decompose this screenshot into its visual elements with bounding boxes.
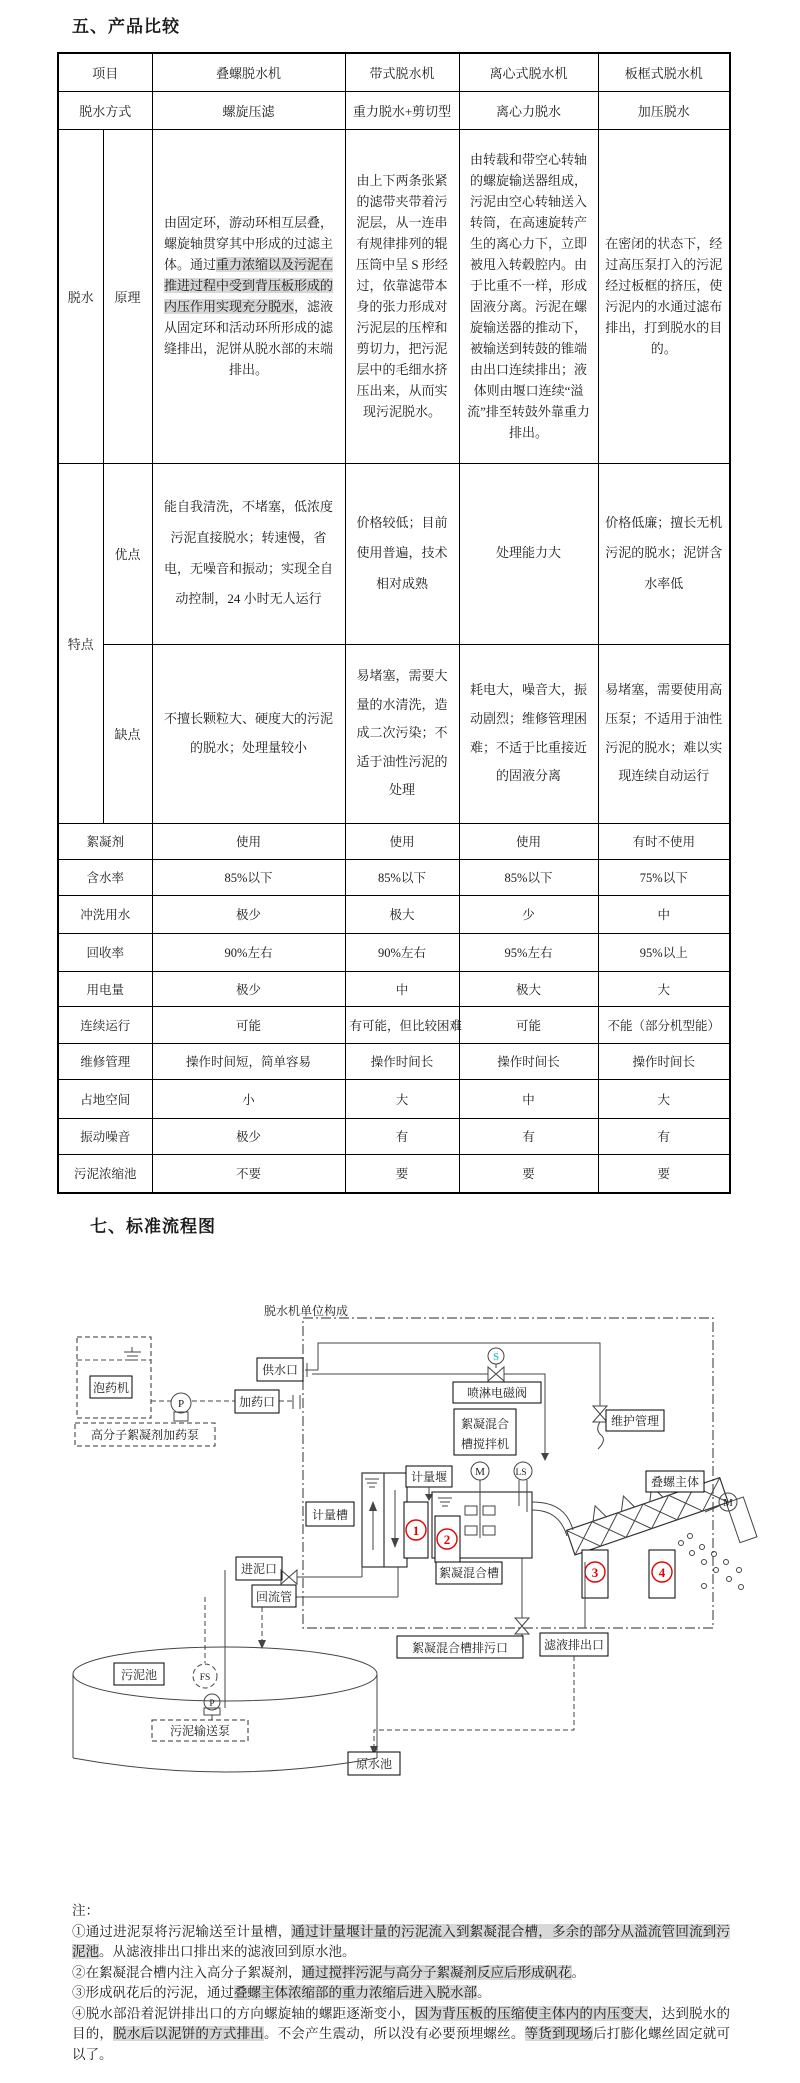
table-cell: 95%以上 bbox=[598, 933, 730, 971]
table-row bbox=[58, 971, 730, 1006]
dosing-inlet-label: 加药口 bbox=[238, 1395, 276, 1409]
table-cell: 操作时间短，简单容易 bbox=[152, 1043, 345, 1079]
table-row bbox=[58, 463, 730, 644]
table-cell: 有 bbox=[598, 1118, 730, 1154]
dosing-pump-label: 高分子絮凝剂加药泵 bbox=[90, 1428, 200, 1442]
table-cell: 离心力脱水 bbox=[459, 91, 598, 129]
header-col: 带式脱水机 bbox=[345, 53, 459, 91]
table-cell: 极大 bbox=[459, 971, 598, 1006]
drain-outlet-label: 絮凝混合槽排污口 bbox=[411, 1641, 509, 1655]
table-cell: 85%以下 bbox=[345, 859, 459, 895]
table-cell: 大 bbox=[598, 1079, 730, 1118]
table-row bbox=[58, 1118, 730, 1154]
row-label: 占地空间 bbox=[58, 1079, 152, 1118]
table-row bbox=[58, 1006, 730, 1043]
screw-press bbox=[532, 1459, 757, 1594]
table-cell: 不擅长颗粒大、硬度大的污泥的脱水；处理量较小 bbox=[152, 644, 345, 823]
weir-label: 计量堰 bbox=[410, 1470, 448, 1484]
table-cell: 不能（部分机型能） bbox=[598, 1006, 730, 1043]
table-row bbox=[58, 895, 730, 933]
row-label: 絮凝剂 bbox=[58, 823, 152, 859]
table-cell: 有 bbox=[459, 1118, 598, 1154]
row-label: 冲洗用水 bbox=[58, 895, 152, 933]
sludge-tank-label: 污泥池 bbox=[120, 1668, 158, 1682]
table-cell: 85%以下 bbox=[152, 859, 345, 895]
table-cell: 小 bbox=[152, 1079, 345, 1118]
step-2-marker bbox=[435, 1516, 460, 1562]
table-cell: 加压脱水 bbox=[598, 91, 730, 129]
table-cell: 由上下两条张紧的滤带夹带着污泥层，从一连串有规律排列的辊压筒中呈 S 形经过，依靠滤带本身的张力形成对污泥层的压榨和剪切力，把污泥层中的毛细水挤压出来，从而实现污泥脱水。 bbox=[345, 129, 459, 463]
table-cell: 大 bbox=[598, 971, 730, 1006]
sludge-pump-label: 污泥输送泵 bbox=[169, 1724, 231, 1738]
comparison-table-wrap bbox=[57, 52, 731, 1194]
table-cell: 有可能，但比较困难 bbox=[345, 1006, 459, 1043]
table-cell: 螺旋压滤 bbox=[152, 91, 345, 129]
note-item: ④脱水部沿着泥饼排出口的方向螺旋轴的螺距逐渐变小，因为背压板的压缩使主体内的内压变大，达到脱水的目的，脱水后以泥饼的方式排出。不会产生震动，所以没有必要预埋螺丝。等货到现场后打膨化螺丝固定就可以了。 bbox=[72, 2005, 731, 2062]
table-cell: 极大 bbox=[345, 895, 459, 933]
table-cell: 极少 bbox=[152, 1118, 345, 1154]
cake-droplets bbox=[679, 1534, 744, 1590]
pump-letter: P bbox=[177, 1398, 185, 1410]
flow-diagram bbox=[40, 1300, 760, 1800]
chem-maker-label: 泡药机 bbox=[92, 1381, 130, 1395]
note-item: ①通过进泥泵将污泥输送至计量槽，通过计量堰计量的污泥流入到絮凝混合槽，多余的部分从溢流管回流到污泥池。从滤液排出口排出来的滤液回到原水池。 bbox=[72, 1923, 731, 1959]
table-cell: 有时不使用 bbox=[598, 823, 730, 859]
svg-text:4: 4 bbox=[658, 1565, 666, 1580]
sludge-inlet-label: 进泥口 bbox=[240, 1562, 278, 1576]
table-cell: 要 bbox=[598, 1154, 730, 1193]
maintenance-valve bbox=[593, 1406, 664, 1449]
screw-motor-letter: M bbox=[723, 1497, 733, 1509]
mixer-label-2: 槽搅拌机 bbox=[460, 1437, 510, 1451]
table-cell: 操作时间长 bbox=[345, 1043, 459, 1079]
table-cell: 使用 bbox=[152, 823, 345, 859]
spray-solenoid-valve bbox=[453, 1348, 541, 1403]
raw-water-tank bbox=[348, 1752, 400, 1775]
raw-water-tank-label: 原水池 bbox=[355, 1757, 393, 1771]
notes-section bbox=[72, 1901, 730, 2065]
notes-label: 注： bbox=[72, 1903, 99, 1918]
spray-valve-label: 喷淋电磁阀 bbox=[466, 1386, 528, 1400]
metering-tank-label: 计量槽 bbox=[311, 1508, 349, 1522]
table-row bbox=[58, 1154, 730, 1193]
mixer-motor-letter: M bbox=[475, 1466, 485, 1478]
svg-text:2: 2 bbox=[443, 1532, 451, 1547]
mixer-unit bbox=[454, 1409, 516, 1455]
table-row bbox=[58, 1043, 730, 1079]
table-cell: 少 bbox=[459, 895, 598, 933]
table-cell: 处理能力大 bbox=[459, 463, 598, 644]
row-label: 振动噪音 bbox=[58, 1118, 152, 1154]
level-switch-letter: LS bbox=[515, 1468, 527, 1478]
svg-text:1: 1 bbox=[412, 1523, 420, 1538]
table-row bbox=[58, 644, 730, 823]
header-col: 叠螺脱水机 bbox=[152, 53, 345, 91]
row-label: 回收率 bbox=[58, 933, 152, 971]
flow-switch-letter: FS bbox=[199, 1673, 211, 1683]
table-cell: 90%左右 bbox=[345, 933, 459, 971]
table-cell: 能自我清洗，不堵塞，低浓度污泥直接脱水；转速慢，省电，无噪音和振动；实现全自动控制，24 小时无人运行 bbox=[152, 463, 345, 644]
maintenance-label: 维护管理 bbox=[610, 1414, 660, 1428]
table-cell: 要 bbox=[345, 1154, 459, 1193]
table-cell: 使用 bbox=[459, 823, 598, 859]
table-cell: 价格低廉；擅长无机污泥的脱水；泥饼含水率低 bbox=[598, 463, 730, 644]
row-label: 优点 bbox=[103, 463, 152, 644]
water-inlet-label: 供水口 bbox=[261, 1363, 299, 1377]
table-cell: 重力脱水+剪切型 bbox=[345, 91, 459, 129]
mixer-label-1: 絮凝混合 bbox=[460, 1417, 510, 1431]
table-cell: 有 bbox=[345, 1118, 459, 1154]
table-cell: 中 bbox=[598, 895, 730, 933]
row-label: 脱水方式 bbox=[58, 91, 152, 129]
table-row bbox=[58, 53, 730, 91]
flow-switch bbox=[193, 1597, 217, 1688]
row-label: 用电量 bbox=[58, 971, 152, 1006]
pump-letter: P bbox=[209, 1699, 215, 1709]
table-cell: 可能 bbox=[459, 1006, 598, 1043]
table-cell: 可能 bbox=[152, 1006, 345, 1043]
table-cell: 85%以下 bbox=[459, 859, 598, 895]
step-3-marker bbox=[582, 1550, 608, 1598]
row-label: 连续运行 bbox=[58, 1006, 152, 1043]
screw-body-label: 叠螺主体 bbox=[650, 1475, 700, 1489]
table-row bbox=[58, 933, 730, 971]
note-item: ②在絮凝混合槽内注入高分子絮凝剂，通过搅拌污泥与高分子絮凝剂反应后形成矾花。 bbox=[72, 1964, 585, 1980]
group-label: 脱水 bbox=[58, 129, 103, 463]
section-title-products: 五、产品比较 bbox=[72, 17, 180, 36]
svg-text:3: 3 bbox=[591, 1565, 599, 1580]
metering-weir bbox=[406, 1466, 452, 1501]
mixing-tank-label: 絮凝混合槽 bbox=[438, 1566, 500, 1580]
table-row bbox=[58, 1079, 730, 1118]
table-cell: 95%左右 bbox=[459, 933, 598, 971]
table-row bbox=[58, 823, 730, 859]
unit-label: 脱水机单位构成 bbox=[263, 1304, 349, 1318]
table-cell: 使用 bbox=[345, 823, 459, 859]
table-cell: 操作时间长 bbox=[459, 1043, 598, 1079]
table-cell: 易堵塞，需要使用高压泵；不适用于油性污泥的脱水；难以实现连续自动运行 bbox=[598, 644, 730, 823]
section-title-flowchart: 七、标准流程图 bbox=[90, 1217, 216, 1236]
table-cell: 要 bbox=[459, 1154, 598, 1193]
step-1-marker bbox=[404, 1502, 428, 1558]
step-4-marker bbox=[649, 1550, 675, 1598]
comparison-table bbox=[57, 52, 731, 1194]
table-row bbox=[58, 129, 730, 463]
metering-tank bbox=[306, 1473, 407, 1567]
return-pipe-label: 回流管 bbox=[255, 1590, 293, 1604]
table-cell: 极少 bbox=[152, 895, 345, 933]
water-inlet bbox=[257, 1358, 303, 1381]
table-cell: 价格较低；目前使用普遍，技术相对成熟 bbox=[345, 463, 459, 644]
row-label: 含水率 bbox=[58, 859, 152, 895]
table-cell: 中 bbox=[345, 971, 459, 1006]
table-row bbox=[58, 91, 730, 129]
table-cell: 在密闭的状态下，经过高压泵打入的污泥经过板框的挤压，使污泥内的水通过滤布排出，打到脱水的目的。 bbox=[598, 129, 730, 463]
table-cell: 90%左右 bbox=[152, 933, 345, 971]
row-label: 维修管理 bbox=[58, 1043, 152, 1079]
table-cell: 中 bbox=[459, 1079, 598, 1118]
note-item: ③形成矾花后的污泥，通过叠螺主体浓缩部的重力浓缩后进入脱水部。 bbox=[72, 1985, 491, 2000]
row-label: 缺点 bbox=[103, 644, 152, 823]
filtrate-outlet-label: 滤液排出口 bbox=[543, 1638, 605, 1652]
table-cell: 75%以下 bbox=[598, 859, 730, 895]
sludge-inlet bbox=[225, 1557, 362, 1708]
table-cell: 耗电大，噪音大，振动剧烈；维修管理困难；不适于比重接近的固液分离 bbox=[459, 644, 598, 823]
table-cell: 易堵塞，需要大量的水清洗，造成二次污染；不适于油性污泥的处理 bbox=[345, 644, 459, 823]
table-row bbox=[58, 859, 730, 895]
row-label: 污泥浓缩池 bbox=[58, 1154, 152, 1193]
solenoid-letter: S bbox=[492, 1351, 500, 1363]
header-col: 离心式脱水机 bbox=[459, 53, 598, 91]
table-cell: 不要 bbox=[152, 1154, 345, 1193]
row-label: 原理 bbox=[103, 129, 152, 463]
header-col: 板框式脱水机 bbox=[598, 53, 730, 91]
table-cell: 由固定环，游动环相互层叠，螺旋轴贯穿其中形成的过滤主体。通过重力浓缩以及污泥在推进过程中受到背压板形成的内压作用实现充分脱水，滤液从固定环和活动环所形成的滤缝排出，泥饼从脱水部的末端排出。 bbox=[152, 129, 345, 463]
table-cell: 极少 bbox=[152, 971, 345, 1006]
chemical-maker bbox=[77, 1337, 151, 1418]
table-cell: 操作时间长 bbox=[598, 1043, 730, 1079]
table-cell: 由转载和带空心转轴的螺旋输送器组成，污泥由空心转轴送入转筒，在高速旋转产生的离心力下，立即被甩入转毂腔内。由于比重不一样，形成固液分离。污泥在螺旋输送器的推动下，被输送到转鼓的锥端由出口连续排出；液体则由堰口连续“溢流”排至转鼓外靠重力排出。 bbox=[459, 129, 598, 463]
group-label: 特点 bbox=[58, 463, 103, 823]
header-item: 项目 bbox=[58, 53, 152, 91]
table-cell: 大 bbox=[345, 1079, 459, 1118]
